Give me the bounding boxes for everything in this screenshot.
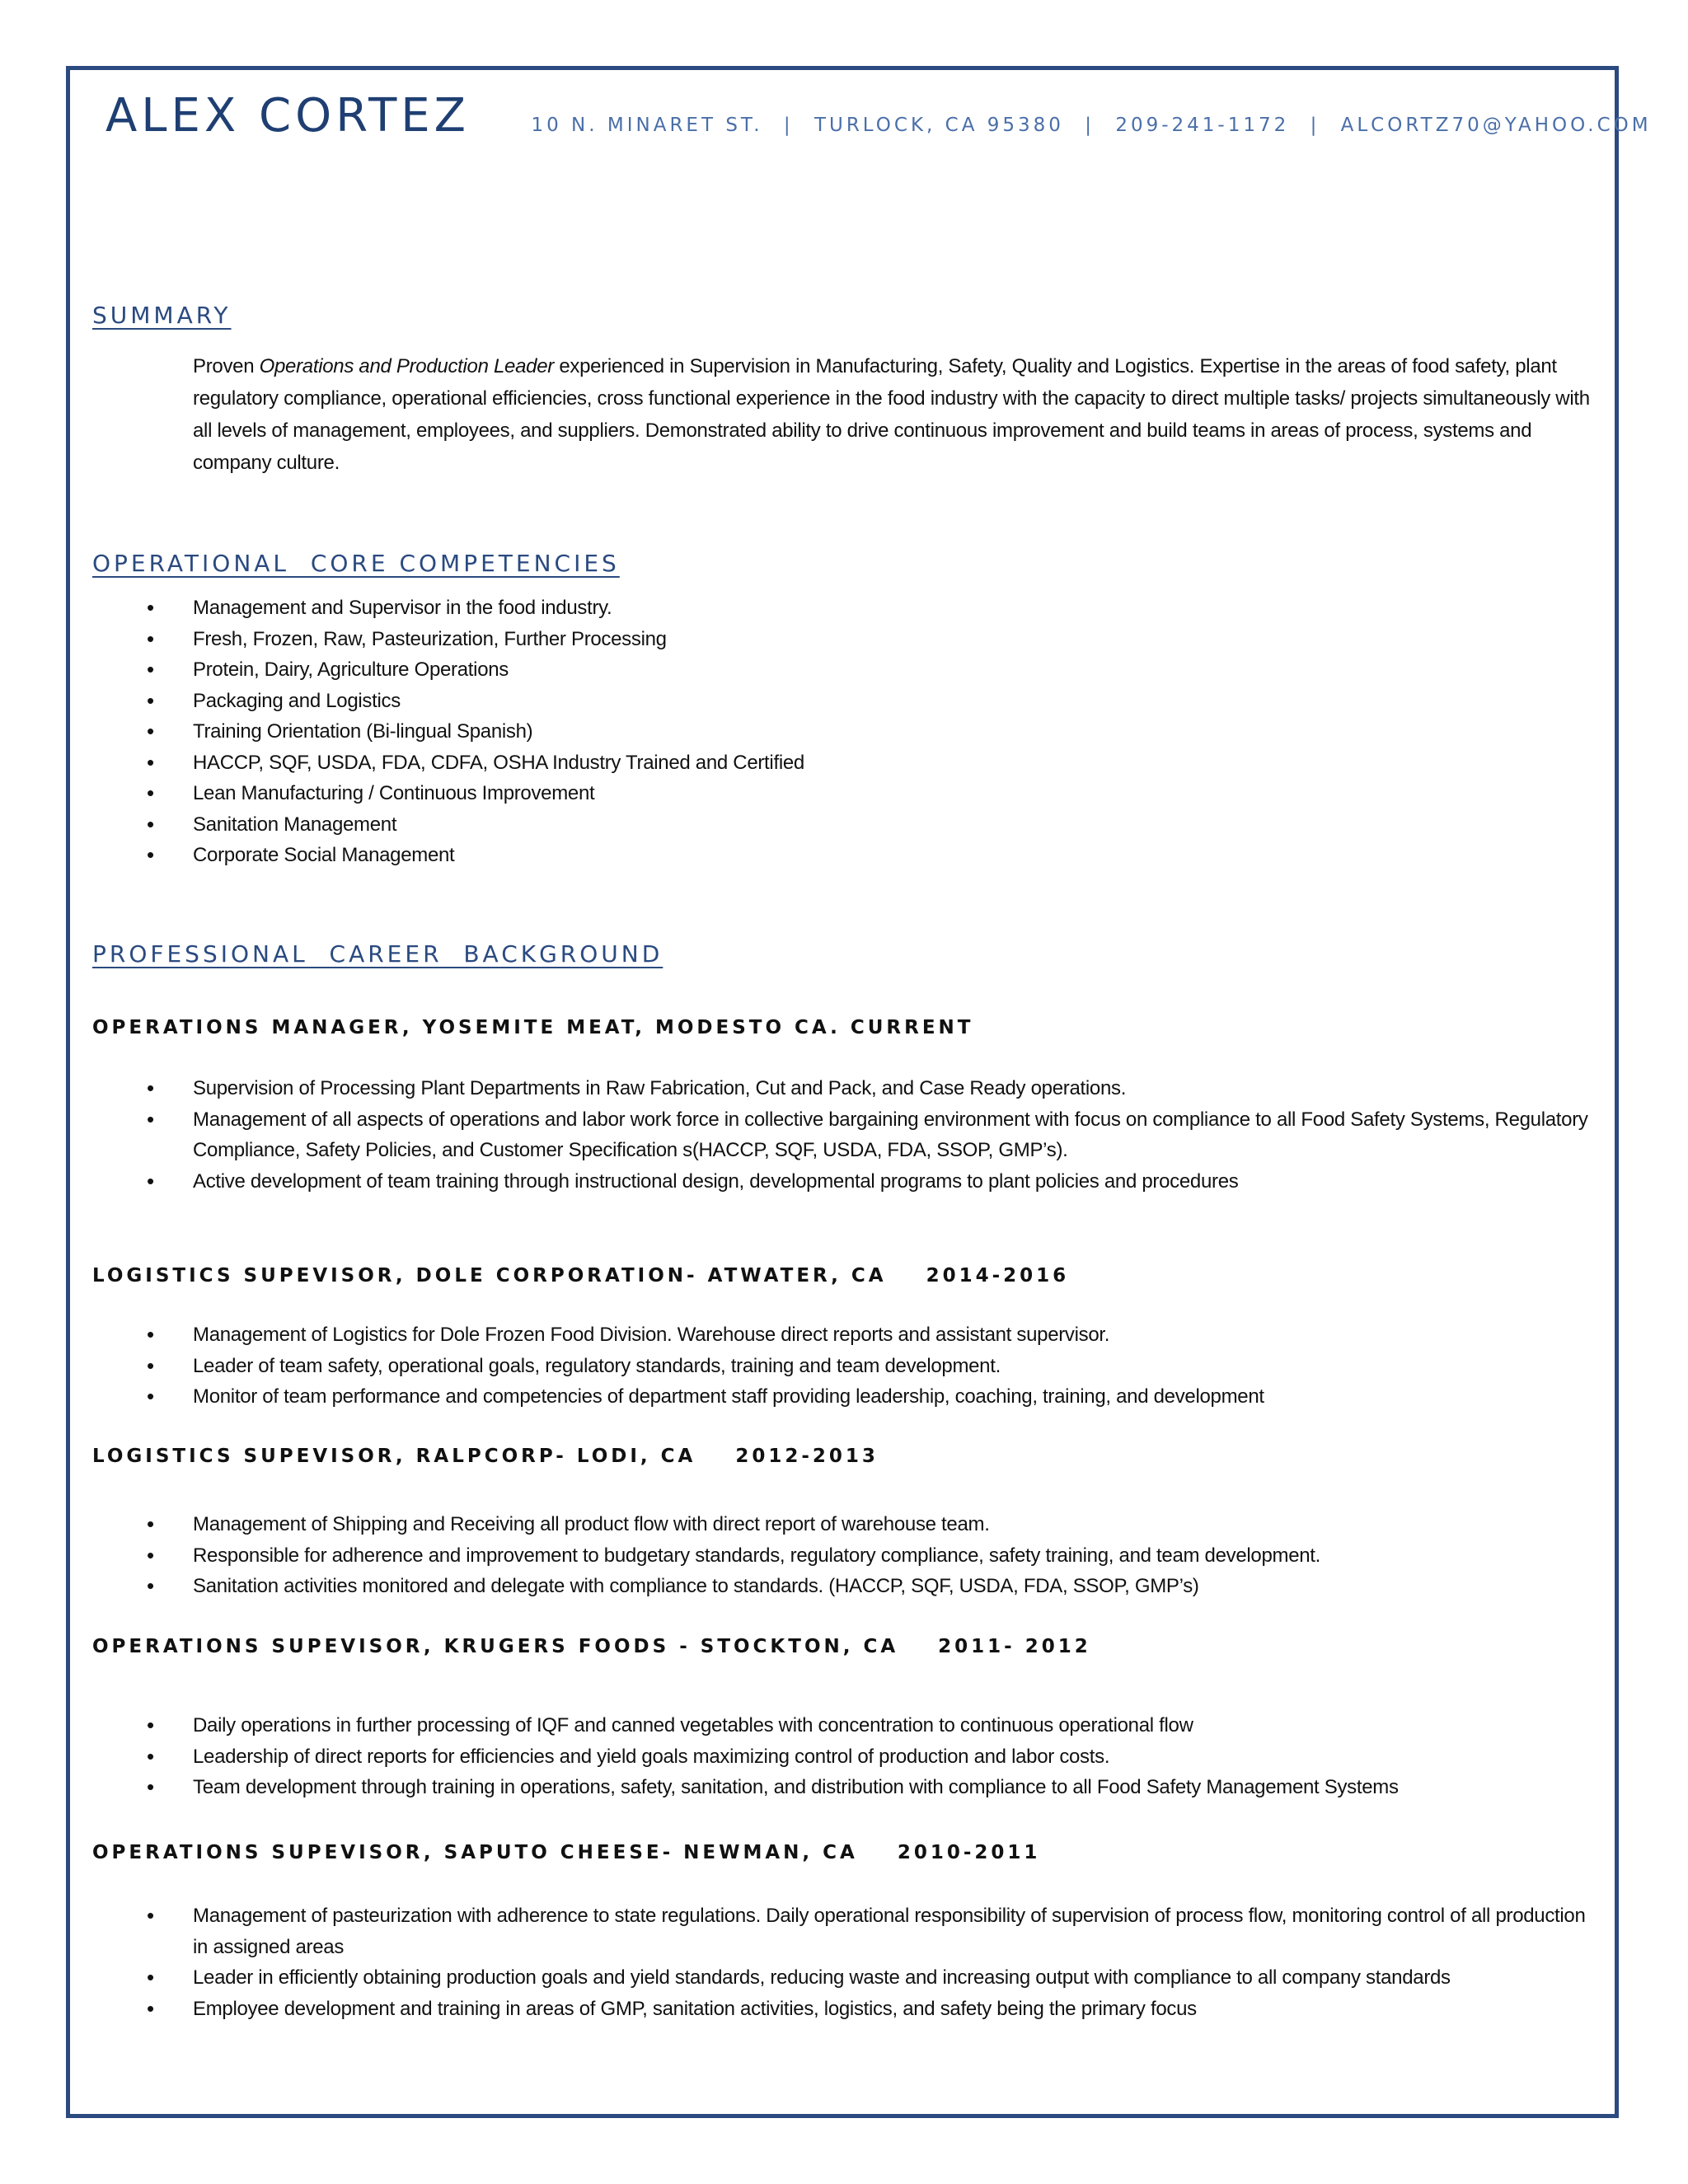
job-bullets — [193, 1073, 1594, 1197]
job-bullet: • Leader of team safety, operational goals, regulatory standards, training and team development. — [193, 1351, 1594, 1382]
job-bullet: • Responsible for adherence and improvement to budgetary standards, regulatory compliance, safety training, and team development. — [193, 1540, 1594, 1572]
resume-header — [106, 89, 1652, 143]
job-bullet: • Daily operations in further processing of IQF and canned vegetables with concentration to continuous operational flow — [193, 1710, 1594, 1741]
job-bullet: • Employee development and training in areas of GMP, sanitation activities, logistics, and safety being the primary focus — [193, 1994, 1594, 2025]
job-title-text: OPERATIONS SUPEVISOR, SAPUTO CHEESE- NEWMAN, CA — [92, 1842, 858, 1863]
job-bullet: • Management of Shipping and Receiving all product flow with direct report of warehouse team. — [193, 1509, 1594, 1540]
summary-paragraph — [193, 350, 1594, 479]
job-title — [92, 1446, 879, 1467]
job-title-text: LOGISTICS SUPEVISOR, RALPCORP- LODI, CA — [92, 1446, 696, 1467]
competency-item: • Sanitation Management — [193, 809, 1594, 841]
job-bullet: • Supervision of Processing Plant Departments in Raw Fabrication, Cut and Pack, and Case Ready operations. — [193, 1073, 1594, 1104]
competency-item: • Fresh, Frozen, Raw, Pasteurization, Further Processing — [193, 624, 1594, 655]
job-title — [92, 1636, 1091, 1657]
summary-heading: SUMMARY — [92, 302, 232, 329]
competency-item: • HACCP, SQF, USDA, FDA, CDFA, OSHA Industry Trained and Certified — [193, 748, 1594, 779]
job-title — [92, 1017, 974, 1038]
competency-item: • Training Orientation (Bi-lingual Spanish) — [193, 716, 1594, 748]
job-dates: 2010-2011 — [897, 1842, 1041, 1863]
job-dates: 2012-2013 — [735, 1446, 879, 1467]
summary-intro: Proven — [193, 355, 260, 377]
contact-info — [531, 115, 1651, 136]
job-bullet: • Team development through training in operations, safety, sanitation, and distribution with compliance to all Food Safety Management Systems — [193, 1772, 1594, 1803]
job-bullet: • Management of Logistics for Dole Frozen Food Division. Warehouse direct reports and assistant supervisor. — [193, 1319, 1594, 1351]
job-bullet: • Active development of team training through instructional design, developmental programs to plant policies and procedures — [193, 1166, 1594, 1197]
contact-city: TURLOCK, CA 95380 — [814, 115, 1064, 136]
job-title-text: LOGISTICS SUPEVISOR, DOLE CORPORATION- ATWATER, CA — [92, 1265, 887, 1286]
competencies-list — [193, 593, 1594, 871]
summary-body: experienced in Supervision in Manufacturing, Safety, Quality and Logistics. Expertise in the areas of food safety, plant regulatory compliance, operational efficiencies, cross functional experience in the food industry with the capacity to direct multiple tasks/ projects simultaneously with all levels of management, employees, and suppliers. Demonstrated ability to drive continuous improvement and build teams in areas of process, systems and company culture. — [193, 355, 1590, 474]
job-title — [92, 1265, 1069, 1286]
job-bullets — [193, 1710, 1594, 1803]
job-bullet: • Management of pasteurization with adherence to state regulations. Daily operational responsibility of supervision of process flow, monitoring control of all production in assigned areas — [193, 1900, 1594, 1962]
job-title-text: OPERATIONS MANAGER, YOSEMITE MEAT, MODESTO CA. CURRENT — [92, 1017, 974, 1038]
job-bullet: • Sanitation activities monitored and delegate with compliance to standards. (HACCP, SQF, USDA, FDA, SSOP, GMP’s) — [193, 1571, 1594, 1602]
career-heading: PROFESSIONAL CAREER BACKGROUND — [92, 940, 663, 968]
job-bullets — [193, 1319, 1594, 1413]
job-bullet: • Leadership of direct reports for efficiencies and yield goals maximizing control of production and labor costs. — [193, 1741, 1594, 1773]
contact-separator: | — [1310, 115, 1320, 136]
competency-item: • Management and Supervisor in the food industry. — [193, 593, 1594, 624]
competency-item: • Packaging and Logistics — [193, 686, 1594, 717]
job-bullet: • Monitor of team performance and competencies of department staff providing leadership, coaching, training, and development — [193, 1381, 1594, 1413]
job-bullets — [193, 1900, 1594, 2024]
contact-separator: | — [1085, 115, 1095, 136]
contact-email: ALCORTZ70@YAHOO.COM — [1340, 115, 1652, 136]
competency-item: • Corporate Social Management — [193, 840, 1594, 871]
competency-item: • Lean Manufacturing / Continuous Improvement — [193, 778, 1594, 809]
candidate-name: ALEX CORTEZ — [106, 89, 471, 143]
job-title — [92, 1842, 1040, 1863]
job-bullet: • Management of all aspects of operations and labor work force in collective bargaining environment with focus on compliance to all Food Safety Systems, Regulatory Compliance, Safety Policies, and Customer Specification s(HACCP, SQF, USDA, FDA, SSOP, GMP’s). — [193, 1104, 1594, 1166]
job-bullets — [193, 1509, 1594, 1602]
contact-phone: 209-241-1172 — [1115, 115, 1290, 136]
contact-separator: | — [783, 115, 794, 136]
job-title-text: OPERATIONS SUPEVISOR, KRUGERS FOODS - STOCKTON, CA — [92, 1636, 899, 1657]
competency-item: • Protein, Dairy, Agriculture Operations — [193, 654, 1594, 686]
contact-address: 10 N. MINARET ST. — [531, 115, 763, 136]
competencies-heading: OPERATIONAL CORE COMPETENCIES — [92, 550, 620, 577]
job-dates: 2014-2016 — [926, 1265, 1070, 1286]
job-bullet: • Leader in efficiently obtaining production goals and yield standards, reducing waste and increasing output with compliance to all company standards — [193, 1962, 1594, 1994]
job-dates: 2011- 2012 — [938, 1636, 1091, 1657]
summary-emphasis: Operations and Production Leader — [259, 355, 554, 377]
